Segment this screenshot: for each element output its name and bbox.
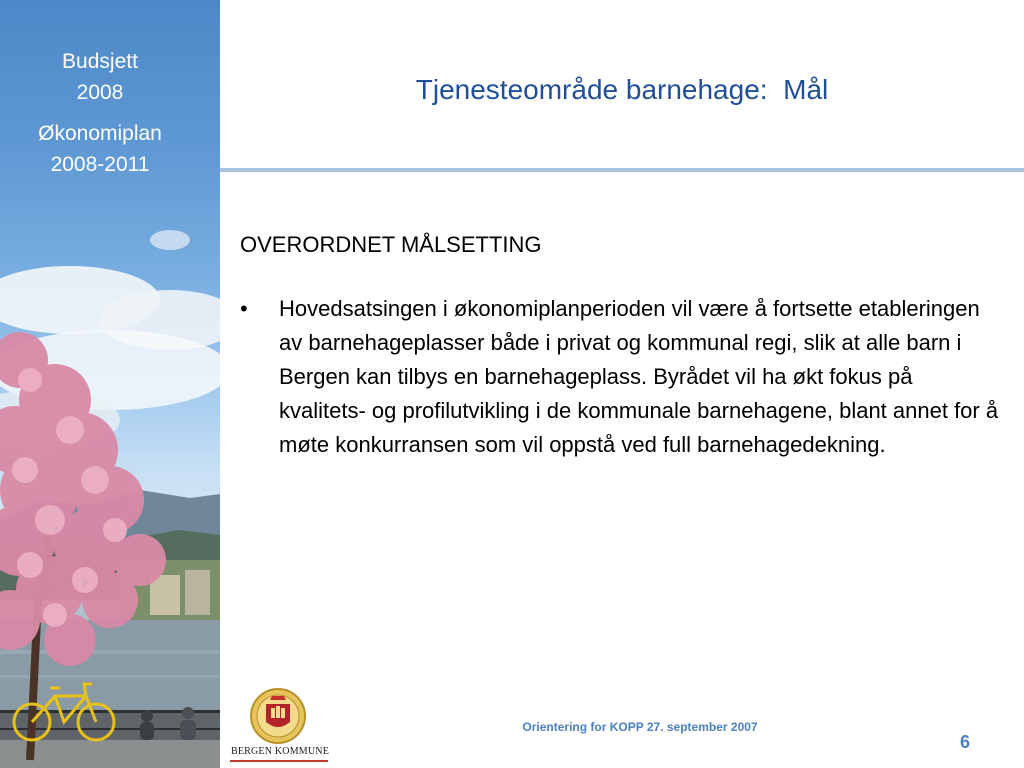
bergen-kommune-logo [228, 686, 332, 762]
slide-title: Tjenesteområde barnehage: Mål [415, 74, 829, 105]
title-divider [220, 168, 1024, 172]
sidebar-title [0, 46, 200, 180]
logo-text: BERGEN KOMMUNE [230, 746, 330, 757]
budget-year: 2008 [76, 81, 124, 104]
section-heading: OVERORDNET MÅLSETTING [240, 232, 542, 257]
slide-content [240, 228, 1000, 462]
sidebar [0, 0, 220, 768]
budget-label: Budsjett [62, 50, 138, 73]
page-number: 6 [959, 732, 970, 752]
logo-underline [230, 760, 328, 762]
city-seal-icon [228, 686, 332, 746]
bullet-item [240, 292, 1000, 462]
bullet-mark: • [240, 296, 248, 321]
footer-event: Orientering for KOPP 27. september 2007 [522, 720, 758, 734]
plan-period: 2008-2011 [50, 153, 150, 176]
bullet-text: Hovedsatsingen i økonomiplanperioden vil være å fortsette etableringen av barnehageplasser både i privat og kommunal regi, slik at alle barn i Bergen kan tilbys en barnehageplass. Byrådet vil ha økt fokus på kvalitets- og profilutvikling i de kommunale barnehagene, blant annet for å møte konkurransen som vil oppstå ved full barnehagedekning. [279, 296, 999, 457]
plan-label: Økonomiplan [38, 122, 162, 145]
